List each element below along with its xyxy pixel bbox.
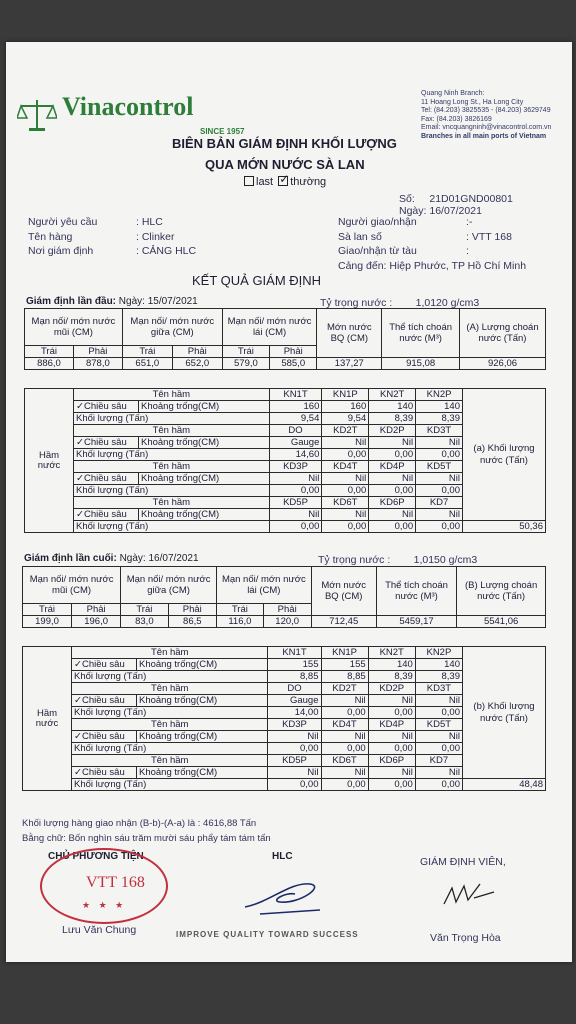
first-density: Tỷ trọng nước : 1,0120 g/cm3 <box>320 297 480 309</box>
tank-depth-row: ✓Chiều sâu Khoảng trống(CM) 155 155 140 140 <box>23 659 546 671</box>
info-right: Người giao/nhận :- Sà lan số : VTT 168 Giao/nhận từ tàu : Cảng đến: Hiệp Phước, TP Hồ Chí Minh <box>338 216 527 272</box>
tank-weight-row: Khối lượng (Tấn) 0,00 0,00 0,00 0,00 50,36 <box>25 521 546 533</box>
first-survey-label: Giám định lần đầu: Ngày: 15/07/2021 <box>26 296 198 307</box>
checkbox-icon <box>244 176 254 186</box>
tank-total: 50,36 <box>463 521 546 533</box>
tank-name-row: Hầm nước Tên hầm KN1T KN1P KN2T KN2P (a) Khối lượng nước (Tấn) <box>25 389 546 401</box>
owner-title: CHỦ PHƯƠNG TIỆN <box>48 851 144 862</box>
tank-depth-row: ✓Chiều sâu Khoảng trống(CM) Nil Nil Nil Nil <box>23 767 546 779</box>
type-options: last ✓ thường <box>242 176 326 188</box>
tank-depth-row: ✓Chiều sâu Khoảng trống(CM) Gauge Nil Nil Nil <box>23 695 546 707</box>
tank-total: 48,48 <box>463 779 546 791</box>
info-left: Người yêu cầu : HLC Tên hàng : Clinker Nơi giám định : CẢNG HLC <box>28 216 197 257</box>
tank-name-row: Hầm nước Tên hầm KN1T KN1P KN2T KN2P (b) Khối lượng nước (Tấn) <box>23 647 546 659</box>
tank-depth-row: ✓Chiều sâu Khoảng trống(CM) Gauge Nil Nil Nil <box>25 437 546 449</box>
since-label: SINCE 1957 <box>200 127 245 136</box>
tank-name-row: Tên hầm KD5P KD6T KD6P KD7 <box>25 497 546 509</box>
doc-title: BIÊN BẢN GIÁM ĐỊNH KHỐI LƯỢNG <box>172 136 397 151</box>
tank-name-row: Tên hầm KD3P KD4T KD4P KD5T <box>25 461 546 473</box>
company-logo: Vinacontrol <box>62 92 194 121</box>
check-icon: ✓ <box>74 694 82 706</box>
doc-subtitle: QUA MỚN NƯỚC SÀ LAN <box>205 157 365 172</box>
last-draft-table: Mạn nối/ mớn nước mũi (CM) Mạn nối/ mớn nước giữa (CM) Mạn nối/ mớn nước lái (CM) Mớn nước BQ (CM) Thể tích choán nước (M³) (B) Lượng choán nước (Tấn) Trái Phải Trái Phải Trái Phải 199,0 196,0 83,0 86,5 116,0 120,0 712,45 5459,17 5541,06 <box>22 566 546 628</box>
first-tank-table <box>24 388 546 533</box>
doc-date: Ngày: 16/07/2021 <box>399 205 482 217</box>
check-icon: ✓ <box>76 472 84 484</box>
tank-depth-row: ✓Chiều sâu Khoảng trống(CM) 160 160 140 140 <box>25 401 546 413</box>
result-title: KẾT QUẢ GIÁM ĐỊNH <box>192 273 322 288</box>
tank-weight-row: Khối lượng (Tấn) 8,85 8,85 8,39 8,39 <box>23 671 546 683</box>
surveyor-title: GIÁM ĐỊNH VIÊN, <box>420 856 506 868</box>
tank-weight-row: Khối lượng (Tấn) 14,00 0,00 0,00 0,00 <box>23 707 546 719</box>
hlc-signature <box>240 862 330 922</box>
check-icon: ✓ <box>74 730 82 742</box>
check-icon: ✓ <box>74 658 82 670</box>
surveyor-name: Văn Trọng Hòa <box>430 932 501 944</box>
check-icon: ✓ <box>76 436 84 448</box>
check-icon: ✓ <box>74 766 82 778</box>
summary-weight: Khối lượng hàng giao nhận (B-b)-(A-a) là : 4616,88 Tấn <box>22 818 257 829</box>
tank-weight-row: Khối lượng (Tấn) 0,00 0,00 0,00 0,00 <box>25 485 546 497</box>
tank-weight-row: Khối lượng (Tấn) 9,54 9,54 8,39 8,39 <box>25 413 546 425</box>
last-density: Tỷ trọng nước : 1,0150 g/cm3 <box>318 554 478 566</box>
summary-words: Bằng chữ: Bốn nghìn sáu trăm mười sáu phẩy tám tám tấn <box>22 833 271 844</box>
last-tank-table <box>22 646 546 791</box>
tank-depth-row: ✓Chiều sâu Khoảng trống(CM) Nil Nil Nil Nil <box>25 473 546 485</box>
checkbox-checked-icon: ✓ <box>279 172 290 186</box>
tank-name-row: Tên hầm KD3P KD4T KD4P KD5T <box>23 719 546 731</box>
branch-info: Quang Ninh Branch: 11 Hoang Long St., Ha Long City Tel: (84.203) 3825535 - (84.203) 3629749 Fax: (84.203) 3826169 Email: vncquangninh@vinacontrol.com.vn Branches in all main ports of Vietnam <box>421 90 552 140</box>
tank-name-row: Tên hầm DO KD2T KD2P KD3T <box>23 683 546 695</box>
tank-weight-row: Khối lượng (Tấn) 14,60 0,00 0,00 0,00 <box>25 449 546 461</box>
last-survey-label: Giám định lần cuối: Ngày: 16/07/2021 <box>24 553 199 564</box>
check-icon: ✓ <box>76 400 84 412</box>
tank-weight-row: Khối lượng (Tấn) 0,00 0,00 0,00 0,00 <box>23 743 546 755</box>
tank-depth-row: ✓Chiều sâu Khoảng trống(CM) Nil Nil Nil Nil <box>25 509 546 521</box>
hlc-title: HLC <box>272 851 293 862</box>
owner-name: Lưu Văn Chung <box>62 924 137 936</box>
doc-number: Số: 21D01GND00801 <box>399 193 513 205</box>
surveyor-signature <box>440 874 500 914</box>
scales-logo-icon <box>17 96 57 134</box>
tank-depth-row: ✓Chiều sâu Khoảng trống(CM) Nil Nil Nil Nil <box>23 731 546 743</box>
first-draft-table: Mạn nối/ mớn nước mũi (CM) Mạn nối/ mớn nước giữa (CM) Mạn nối/ mớn nước lái (CM) Mớn nước BQ (CM) Thể tích choán nước (M³) (A) Lượng choán nước (Tấn) Trái Phải Trái Phải Trái Phải 886,0 878,0 651,0 652,0 579,0 585,0 137,27 915,08 926,06 <box>24 308 546 370</box>
footer-slogan: IMPROVE QUALITY TOWARD SUCCESS <box>176 930 359 939</box>
tank-name-row: Tên hầm KD5P KD6T KD6P KD7 <box>23 755 546 767</box>
company-stamp: VTT 168 ★ ★ ★ <box>40 848 168 924</box>
tank-name-row: Tên hầm DO KD2T KD2P KD3T <box>25 425 546 437</box>
tank-weight-row: Khối lượng (Tấn) 0,00 0,00 0,00 0,00 48,48 <box>23 779 546 791</box>
check-icon: ✓ <box>76 508 84 520</box>
